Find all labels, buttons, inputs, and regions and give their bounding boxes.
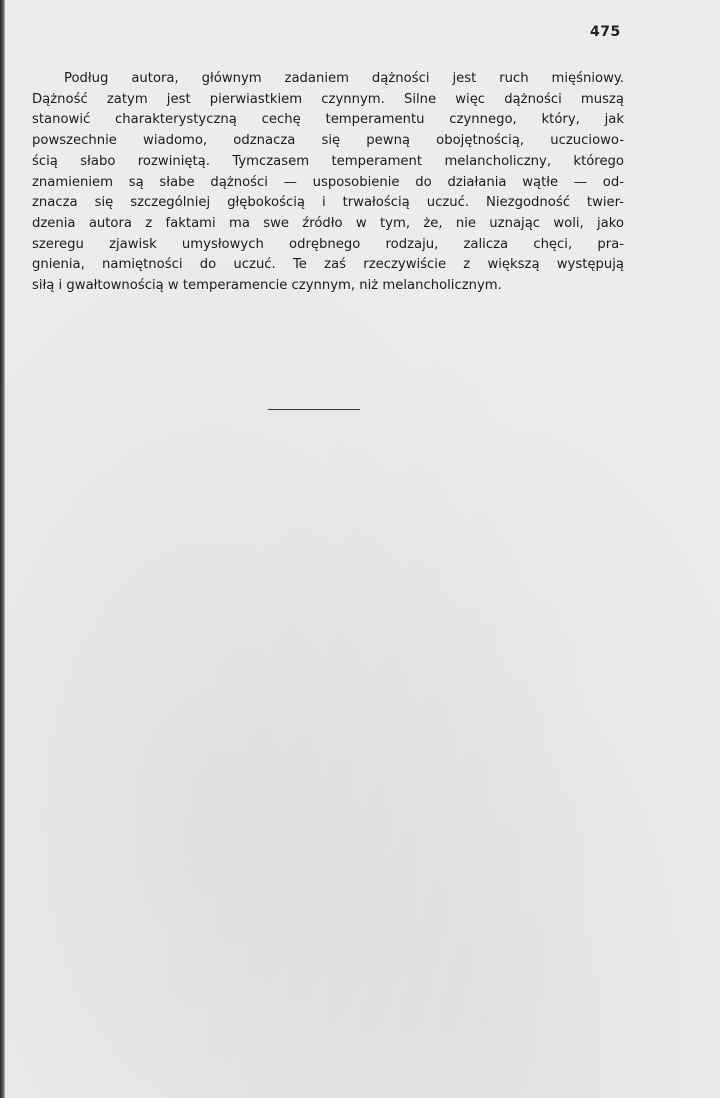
text-line: szeregu zjawisk umysłowych odrębnego rodzaju, zalicza chęci, pra- bbox=[32, 236, 624, 252]
text-line: gnienia, namiętności do uczuć. Te zaś rzeczywiście z większą występują bbox=[32, 257, 624, 273]
text-line: znacza się szczególniej głębokością i trwałością uczuć. Niezgodność twier- bbox=[32, 195, 624, 211]
text-line: stanowić charakterystyczną cechę temperamentu czynnego, który, jak bbox=[32, 112, 624, 128]
text-line: powszechnie wiadomo, odznacza się pewną obojętnością, uczuciowo- bbox=[32, 133, 624, 149]
text-line: siłą i gwałtownością w temperamencie czynnym, niż melancholicznym. bbox=[32, 278, 502, 294]
text-line: znamieniem są słabe dążności — usposobienie do działania wątłe — od- bbox=[32, 174, 624, 190]
body-paragraph bbox=[32, 69, 624, 297]
text-line: Podług autora, głównym zadaniem dążności jest ruch mięśniowy. bbox=[64, 71, 624, 86]
text-line: dzenia autora z faktami ma swe źródło w tym, że, nie uznając woli, jako bbox=[32, 215, 624, 231]
section-divider bbox=[268, 409, 360, 410]
text-line: ścią słabo rozwiniętą. Tymczasem temperament melancholiczny, którego bbox=[32, 153, 624, 169]
page-number: 475 bbox=[590, 24, 621, 40]
text-line: Dążność zatym jest pierwiastkiem czynnym. Silne więc dążności muszą bbox=[32, 91, 624, 107]
binding-edge bbox=[0, 0, 5, 1098]
